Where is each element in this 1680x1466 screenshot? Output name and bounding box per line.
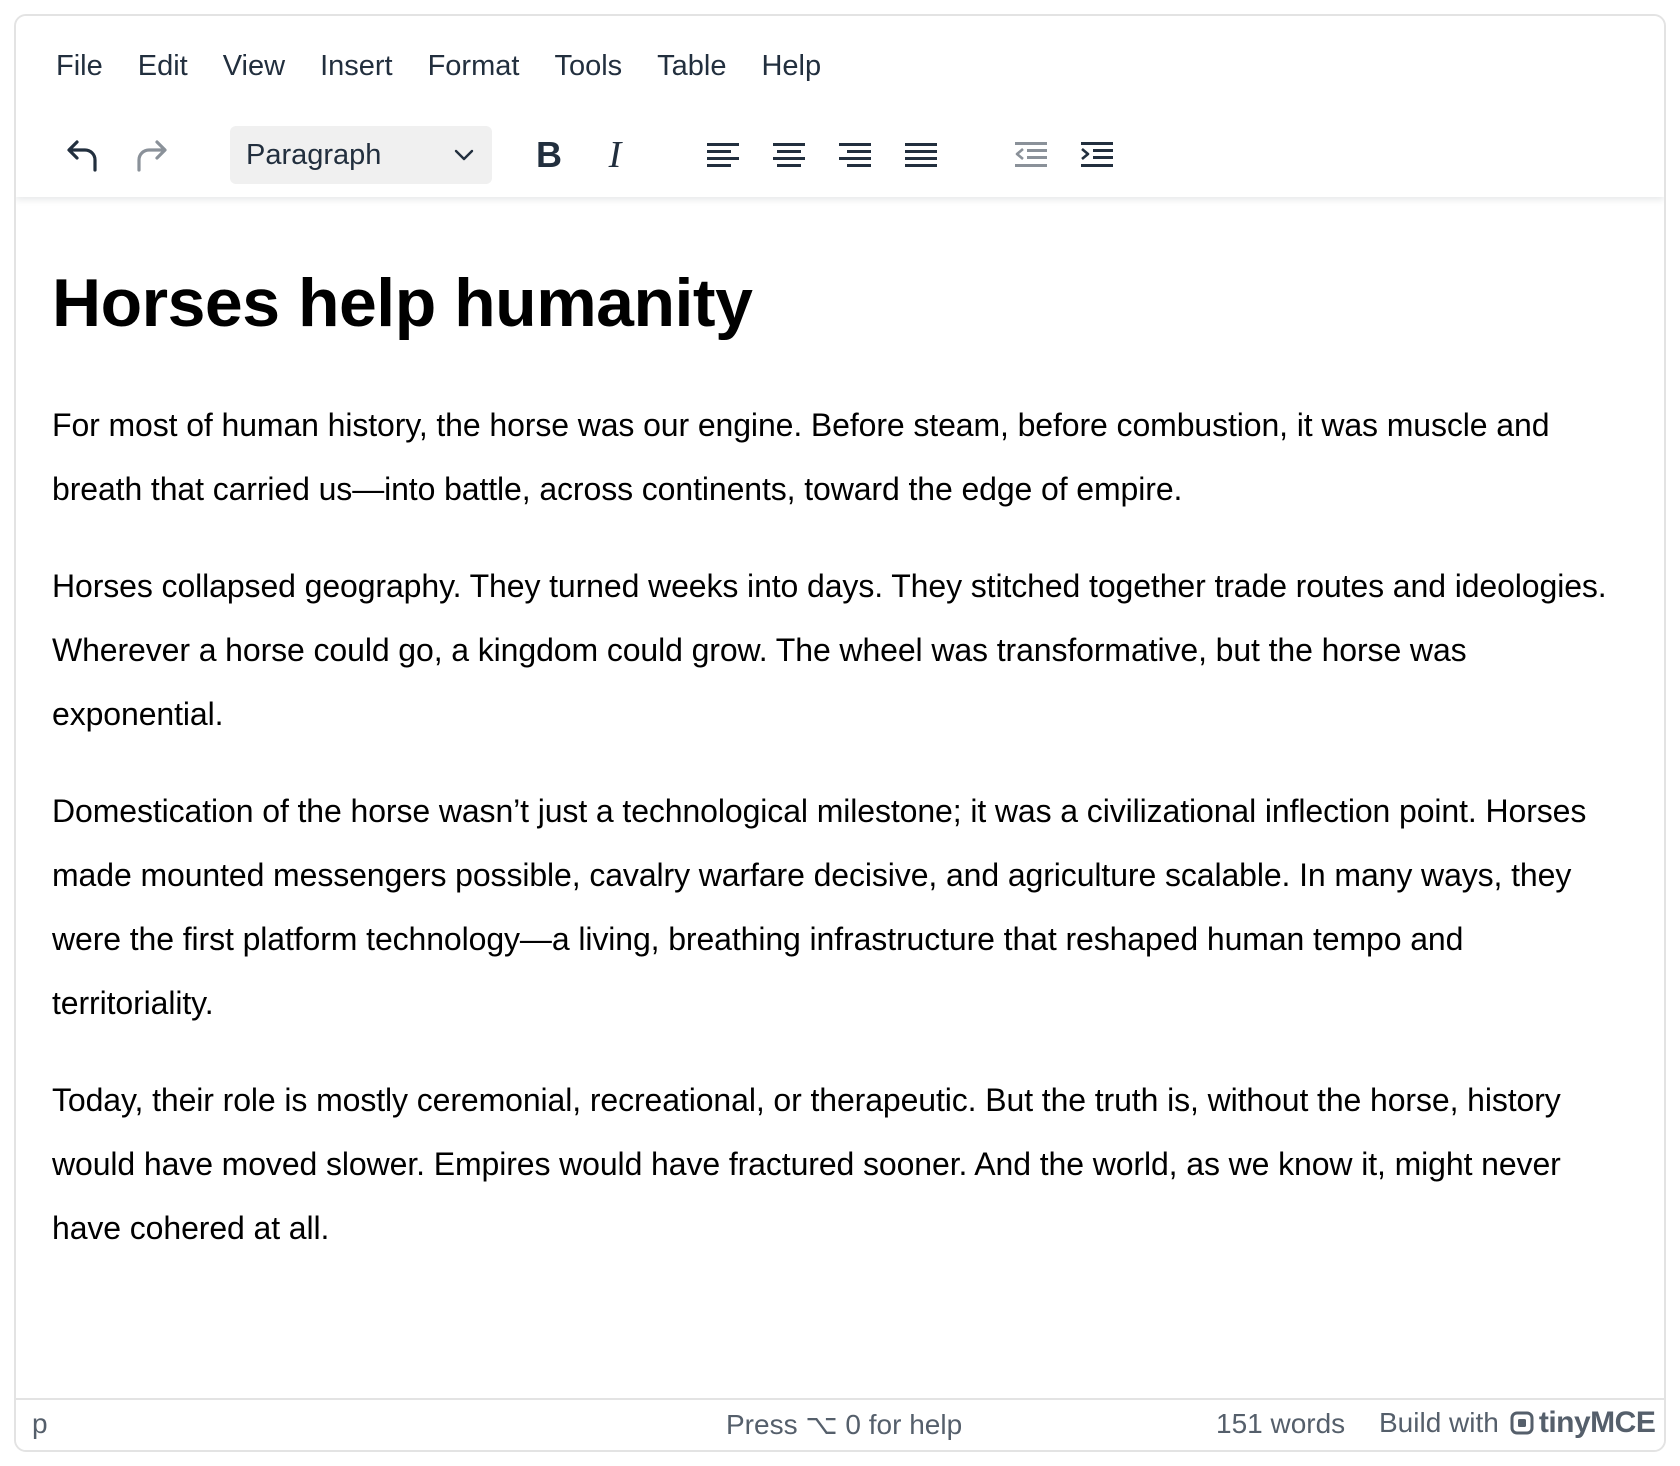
- statusbar: [16, 1398, 1664, 1450]
- justify-icon: [901, 135, 941, 175]
- menu-tools[interactable]: Tools: [554, 50, 623, 82]
- italic-icon: [595, 135, 635, 175]
- element-path[interactable]: p: [32, 1408, 48, 1439]
- menu-table[interactable]: Table: [657, 50, 727, 82]
- svg-text:I: I: [608, 135, 622, 175]
- menu-insert[interactable]: Insert: [320, 50, 393, 82]
- menu-help[interactable]: Help: [761, 50, 822, 82]
- chevron-down-icon: [452, 143, 476, 167]
- justify-button[interactable]: [894, 128, 948, 182]
- align-left-button[interactable]: [696, 128, 750, 182]
- block-format-select[interactable]: [230, 126, 492, 184]
- branding-link[interactable]: [1379, 1406, 1655, 1440]
- branding-prefix: Build with: [1379, 1407, 1499, 1438]
- document-title: Horses help humanity: [52, 265, 753, 341]
- undo-button[interactable]: [56, 128, 110, 182]
- menu-file[interactable]: File: [56, 50, 103, 82]
- paragraph-4: Today, their role is mostly ceremonial, recreational, or therapeutic. But the truth is, without the horse, history would have moved slower. Empires would have fractured sooner. And the world, as we know it, might never have cohered at all.: [52, 1082, 1561, 1246]
- italic-button[interactable]: [588, 128, 642, 182]
- menubar: [40, 46, 840, 86]
- menu-edit[interactable]: Edit: [137, 50, 188, 82]
- paragraph-1: For most of human history, the horse was our engine. Before steam, before combustion, it was muscle and breath that carried us—into battle, across continents, toward the edge of empire.: [52, 407, 1550, 507]
- block-format-label: Paragraph: [246, 138, 382, 171]
- indent-button[interactable]: [1070, 128, 1124, 182]
- align-right-button[interactable]: [828, 128, 882, 182]
- redo-icon: [131, 135, 171, 175]
- undo-icon: [63, 135, 103, 175]
- paragraph-2: Horses collapsed geography. They turned weeks into days. They stitched together trade routes and ideologies. Wherever a horse could go, a kingdom could grow. The wheel was transformative, but the horse was exponential.: [52, 568, 1607, 732]
- menu-view[interactable]: View: [222, 50, 286, 82]
- toolbar: [16, 126, 1664, 184]
- align-center-button[interactable]: [762, 128, 816, 182]
- align-center-icon: [769, 135, 809, 175]
- word-count[interactable]: 151 words: [1216, 1408, 1346, 1439]
- branding-name: tinyMCE: [1538, 1406, 1656, 1439]
- bold-icon: [529, 135, 569, 175]
- bold-button[interactable]: [522, 128, 576, 182]
- align-right-icon: [835, 135, 875, 175]
- editor-header: [16, 16, 1664, 197]
- rich-text-editor: [14, 14, 1666, 1452]
- align-left-icon: [703, 135, 743, 175]
- editor-content[interactable]: [16, 197, 1664, 1422]
- paragraph-3: Domestication of the horse wasn’t just a technological milestone; it was a civilizational inflection point. Horses made mounted messengers possible, cavalry warfare decisive, and agriculture scalable. In many ways, they were the first platform technology—a living, breathing infrastructure that reshaped human tempo and territoriality.: [52, 793, 1587, 1021]
- help-shortcut-text: Press ⌥ 0 for help: [726, 1409, 963, 1440]
- svg-text:B: B: [536, 135, 562, 175]
- outdent-icon: [1011, 135, 1051, 175]
- outdent-button[interactable]: [1004, 128, 1058, 182]
- indent-icon: [1077, 135, 1117, 175]
- menu-format[interactable]: Format: [427, 50, 520, 82]
- tinymce-logo-icon: [1509, 1410, 1535, 1436]
- redo-button[interactable]: [124, 128, 178, 182]
